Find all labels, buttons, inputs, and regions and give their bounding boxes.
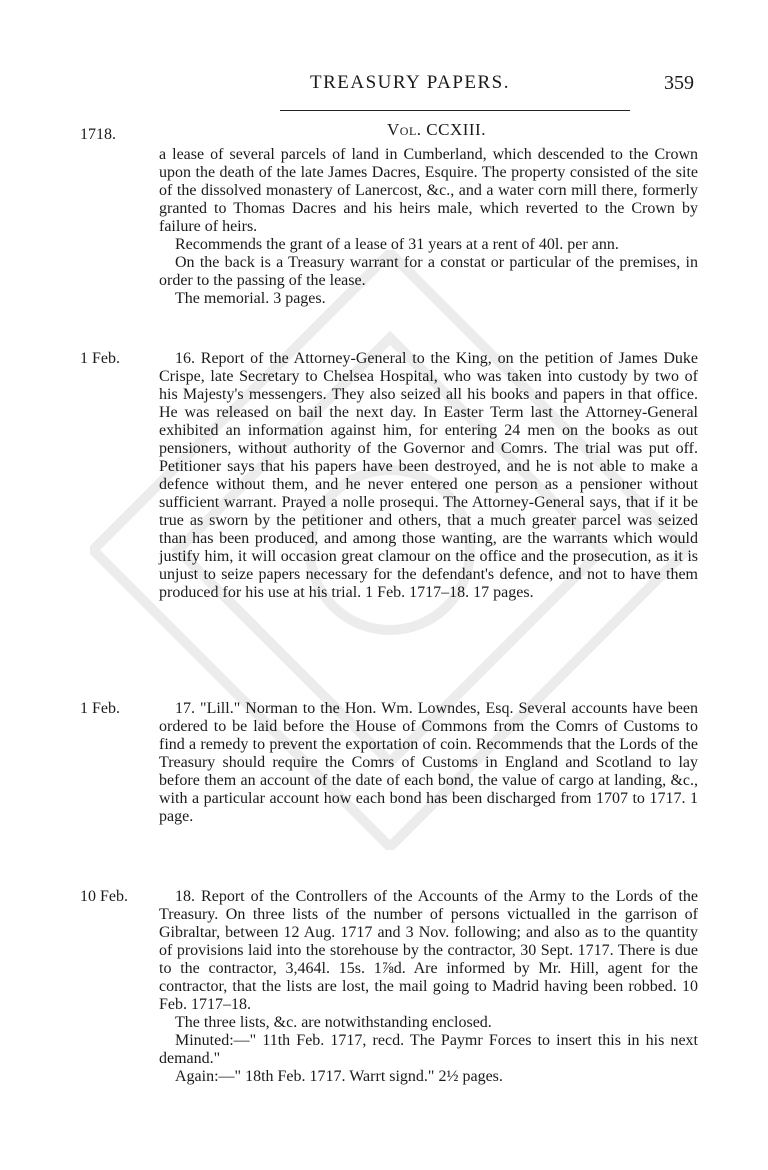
volume-year: 1718. xyxy=(80,126,116,143)
entry-paragraph: Again:—" 18th Feb. 1717. Warrt signd." 2½ pages. xyxy=(175,1068,503,1085)
entry-date: 1 Feb. xyxy=(80,350,120,367)
entry-paragraph: Minuted:—" 11th Feb. 1717, recd. The Paymr Forces to insert this in his next demand." xyxy=(159,1032,698,1067)
entry-body xyxy=(159,350,698,602)
volume-title: Vol. CCXIII. xyxy=(387,120,486,139)
entry-paragraph: 16. Report of the Attorney-General to the King, on the petition of James Duke Crispe, late Secretary to Chelsea Hospital, who was taken into custody by two of his Majesty's messengers. They also seized all his books and papers in that office. He was released on bail the next day. In Easter Term last the Attorney-General exhibited an information against him, for entering 24 men on the books as out pensioners, without authority of the Governor and Comrs. The trial was put off. Petitioner says that his papers have been destroyed, and he is not able to make a defence without them, and he never entered one person as a pensioner without sufficient warrant. Prayed a nolle prosequi. The Attorney-General says, that if it be true as sworn by the petitioner and others, that a much greater parcel was seized than has been produced, and among those wanting, are the warrants which would justify him, it will occasion great clamour on the office and the prosecution, as it is unjust to seize papers necessary for the defendant's defence, and not to have them produced for his use at his trial. 1 Feb. 1717–18. 17 pages. xyxy=(159,350,698,601)
entry-body xyxy=(159,888,698,1086)
page-header xyxy=(160,72,708,112)
entry-paragraph: 17. "Lill." Norman to the Hon. Wm. Lowndes, Esq. Several accounts have been ordered to be laid before the House of Commons from the Comrs of Customs to find a remedy to prevent the exportation of coin. Recommends that the Lords of the Treasury should require the Comrs of Customs in England and Scotland to lay before them an account of the date of each bond, the value of cargo at landing, &c., with a particular account how each bond has been discharged from 1707 to 1717. 1 page. xyxy=(159,700,698,825)
entry-paragraph: 18. Report of the Controllers of the Accounts of the Army to the Lords of the Treasury. On three lists of the number of persons victualled in the garrison of Gibraltar, between 12 Aug. 1717 and 3 Nov. following; and also as to the quantity of provisions laid into the storehouse by the contractor, 30 Sept. 1717. There is due to the contractor, 3,464l. 15s. 1⅞d. Are informed by Mr. Hill, agent for the contractor, that the lists are lost, the mail going to Madrid having been robbed. 10 Feb. 1717–18. xyxy=(159,888,698,1013)
entry-paragraph: Recommends the grant of a lease of 31 years at a rent of 40l. per ann. xyxy=(175,236,619,253)
entry-date: 1 Feb. xyxy=(80,700,120,717)
entry-body xyxy=(159,700,698,826)
running-title: TREASURY PAPERS. xyxy=(310,72,510,93)
entry-paragraph: a lease of several parcels of land in Cumberland, which descended to the Crown upon the death of the late James Dacres, Esquire. The property consisted of the site of the dissolved monastery of Lanercost, &c., and a water corn mill there, formerly granted to Thomas Dacres and his heirs male, which reverted to the Crown by failure of heirs. xyxy=(159,146,698,235)
entry-paragraph: The memorial. 3 pages. xyxy=(175,290,326,307)
header-rule xyxy=(280,110,630,111)
entry-date: 10 Feb. xyxy=(80,888,128,905)
page-number: 359 xyxy=(664,72,694,94)
entry-paragraph: The three lists, &c. are notwithstanding enclosed. xyxy=(175,1014,492,1031)
entry-body xyxy=(159,146,698,308)
entry-paragraph: On the back is a Treasury warrant for a constat or particular of the premises, in order to the passing of the lease. xyxy=(159,254,698,289)
